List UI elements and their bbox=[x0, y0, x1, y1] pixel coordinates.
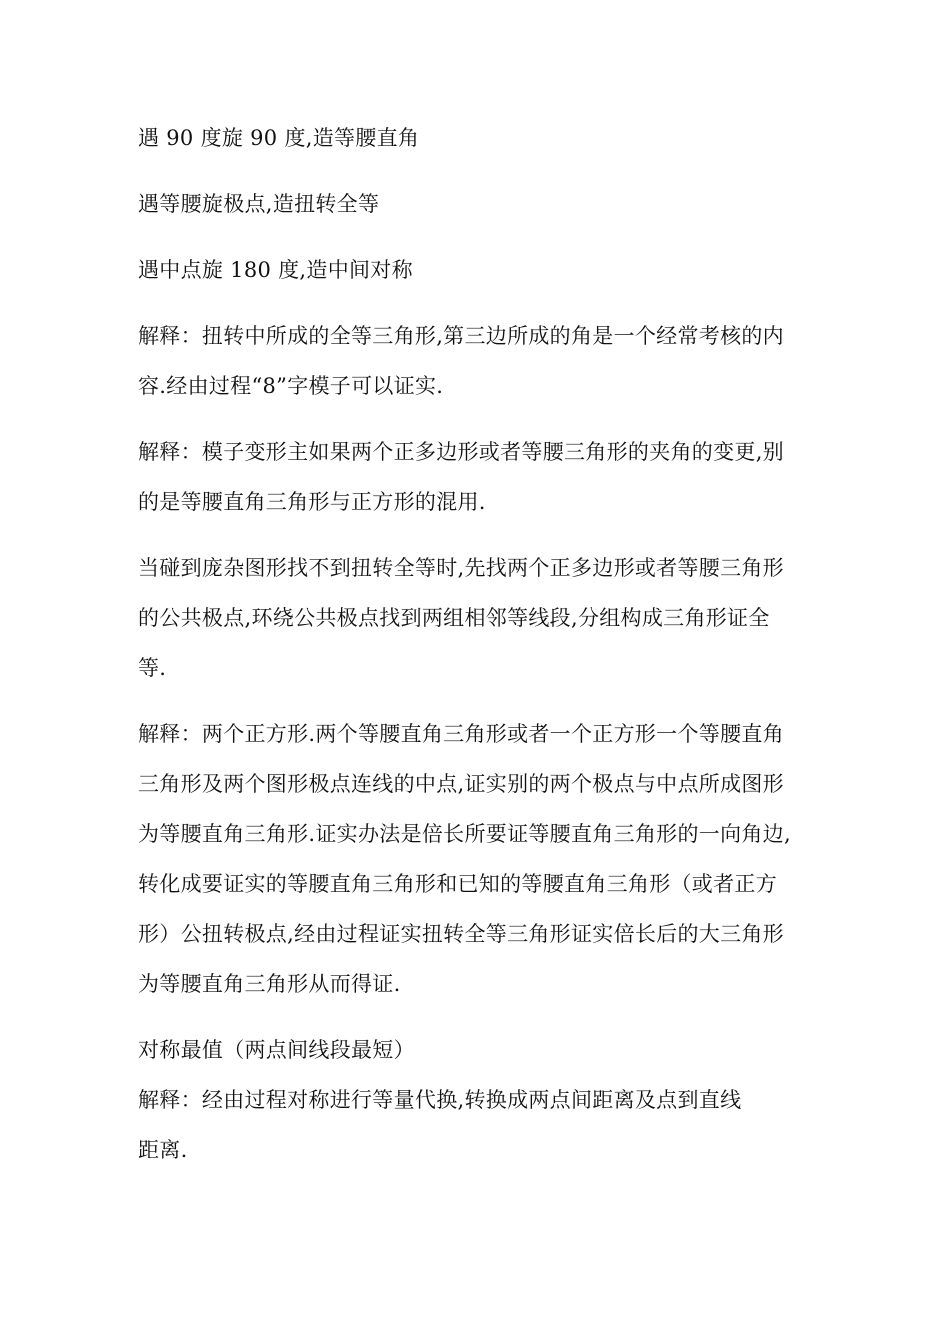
text-line: 遇中点旋 180 度,造中间对称 bbox=[138, 258, 413, 282]
text-line: 解释：扭转中所成的全等三角形,第三边所成的角是一个经常考核的内 bbox=[138, 324, 784, 348]
text-line: 等. bbox=[138, 656, 167, 680]
text-line: 形）公扭转极点,经由过程证实扭转全等三角形证实倍长后的大三角形 bbox=[138, 922, 784, 946]
text-line: 解释：两个正方形.两个等腰直角三角形或者一个正方形一个等腰直角 bbox=[138, 722, 784, 746]
section-heading: 对称最值（两点间线段最短） bbox=[138, 1038, 415, 1062]
text-line: 为等腰直角三角形从而得证. bbox=[138, 972, 401, 996]
text-line: 的是等腰直角三角形与正方形的混用. bbox=[138, 490, 486, 514]
text-line: 转化成要证实的等腰直角三角形和已知的等腰直角三角形（或者正方 bbox=[138, 872, 777, 896]
text-line: 的公共极点,环绕公共极点找到两组相邻等线段,分组构成三角形证全 bbox=[138, 606, 770, 630]
text-line: 遇 90 度旋 90 度,造等腰直角 bbox=[138, 126, 420, 150]
text-line: 当碰到庞杂图形找不到扭转全等时,先找两个正多边形或者等腰三角形 bbox=[138, 556, 784, 580]
text-line: 解释：经由过程对称进行等量代换,转换成两点间距离及点到直线 bbox=[138, 1088, 742, 1112]
text-line: 遇等腰旋极点,造扭转全等 bbox=[138, 192, 380, 216]
text-line: 容.经由过程“8”字模子可以证实. bbox=[138, 374, 444, 398]
text-line: 距离. bbox=[138, 1138, 188, 1162]
text-line: 三角形及两个图形极点连线的中点,证实别的两个极点与中点所成图形 bbox=[138, 772, 784, 796]
text-line: 为等腰直角三角形.证实办法是倍长所要证等腰直角三角形的一向角边, bbox=[138, 822, 791, 846]
text-line: 解释：模子变形主如果两个正多边形或者等腰三角形的夹角的变更,别 bbox=[138, 440, 784, 464]
